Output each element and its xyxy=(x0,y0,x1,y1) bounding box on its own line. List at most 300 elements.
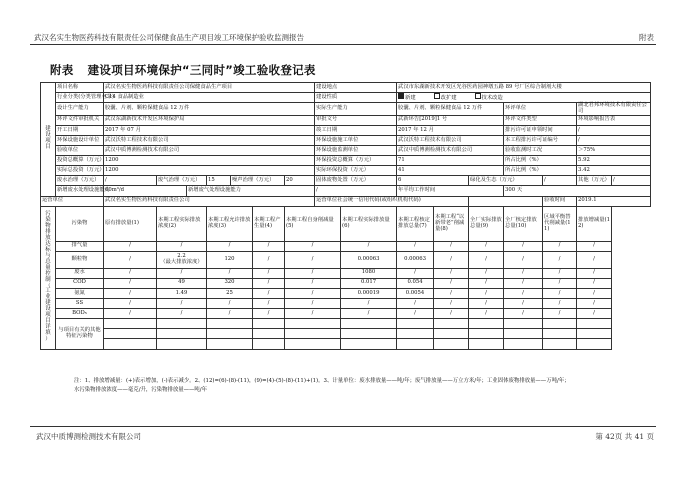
pollutant-value xyxy=(104,288,157,298)
side-label-char: 达 xyxy=(45,240,51,247)
pollutant-value xyxy=(543,268,577,278)
value-text: / xyxy=(228,269,231,276)
related-pollutant-cell xyxy=(469,319,504,329)
value-text: / xyxy=(129,255,131,262)
pollutant-name: 排气量 xyxy=(56,241,104,251)
value-text: / xyxy=(450,242,452,249)
pollutant-value xyxy=(397,309,434,319)
label-design-capacity: 设计生产能力 xyxy=(56,103,104,116)
value-text: / xyxy=(558,279,561,286)
checkbox-icon xyxy=(475,93,481,99)
pollutant-value xyxy=(341,251,397,268)
value-text: 320 xyxy=(224,279,235,286)
eia-unit: 湖北君邦环境技术有限责任公司 xyxy=(577,103,651,116)
pollutant-value xyxy=(469,299,504,309)
col-header: 本期工程允许排放浓度(3) xyxy=(207,206,253,241)
pollutant-value xyxy=(341,288,397,298)
pollutant-value xyxy=(577,251,612,268)
value-text: / xyxy=(129,309,131,316)
related-pollutant-cell xyxy=(543,319,577,329)
pollutant-value xyxy=(253,268,285,278)
pollutant-value xyxy=(577,268,612,278)
pollutant-value xyxy=(577,241,612,251)
pollutant-value xyxy=(104,268,157,278)
value-text: / xyxy=(558,269,561,276)
pollutant-value xyxy=(577,288,612,298)
page-number: 第 42页 共 41 页 xyxy=(595,432,654,441)
pollutant-value xyxy=(207,251,253,268)
acceptance-unit: 武汉中质博测检测技术有限公司 xyxy=(104,146,315,156)
related-pollutant-cell xyxy=(341,329,397,339)
col-header: 全厂核定排放总量(10) xyxy=(504,206,543,241)
value-text: / xyxy=(485,289,487,296)
pollutant-name: SS xyxy=(56,299,104,309)
label-wastewater-cost: 废水治理（万元） xyxy=(56,176,104,186)
pollutant-value xyxy=(543,299,577,309)
related-pollutant-cell xyxy=(104,329,157,339)
value-text: / xyxy=(485,269,487,276)
label-env-design: 环保设施设计单位 xyxy=(56,136,104,146)
footer-company: 武汉中质博测检测技术有限公司 xyxy=(36,432,141,441)
nature-option xyxy=(434,95,457,101)
related-pollutant-cell xyxy=(504,339,543,349)
pollutant-value xyxy=(577,309,612,319)
related-pollutant-cell xyxy=(469,339,504,349)
pollutant-value xyxy=(397,241,434,251)
pollutant-value xyxy=(253,299,285,309)
pollutant-value xyxy=(207,241,253,251)
pollutant-row xyxy=(41,251,651,268)
value-text: 0.00019 xyxy=(357,289,380,296)
pollutant-row xyxy=(41,299,651,309)
pollutant-name: 颗粒物 xyxy=(56,251,104,268)
pollutant-value xyxy=(434,251,469,268)
related-pollutant-cell xyxy=(504,329,543,339)
investment: 1200 xyxy=(104,156,315,166)
pollutant-value xyxy=(504,268,543,278)
pollutant-value xyxy=(434,268,469,278)
pollutant-value xyxy=(434,299,469,309)
col-header: 本期工程自身削减量(5) xyxy=(285,206,341,241)
monitor-unit: 武汉中质博测检测技术有限公司 xyxy=(397,146,504,156)
permit-time: / xyxy=(577,125,651,135)
value-text: / xyxy=(267,289,270,296)
pollutant-value xyxy=(253,241,285,251)
value-text: / xyxy=(311,269,314,276)
pollutant-value xyxy=(253,309,285,319)
pollutant-value xyxy=(434,241,469,251)
label-other-cost: 其他（万元） xyxy=(577,176,612,186)
pollutant-value xyxy=(434,288,469,298)
note-line: 水污染物排放浓度——毫克/升，污染物排放量——吨/年 xyxy=(74,387,208,393)
value-text: 0.017 xyxy=(360,279,377,286)
label-operator: 运营单位 xyxy=(41,196,104,206)
permit-number: / xyxy=(577,136,651,146)
label-complete-date: 竣工日期 xyxy=(315,125,397,135)
side-label-char: 目 xyxy=(45,144,51,151)
env-design-unit: 武汉沃特工程技术有限公司 xyxy=(104,136,315,146)
value-text: / xyxy=(180,269,183,276)
side-label-char: 建 xyxy=(45,126,51,133)
acceptance-time: 2019.1 xyxy=(577,196,651,206)
pollutant-value xyxy=(341,309,397,319)
pollutant-value xyxy=(104,278,157,288)
side-label-char: 染 xyxy=(45,217,51,224)
value-text: 0.00063 xyxy=(404,255,426,262)
approval-number: 武新环告[2019]1 号 xyxy=(397,115,504,125)
pollutant-value xyxy=(397,268,434,278)
label-hours: 年平均工作时间 xyxy=(397,186,504,196)
side-label-char: 标 xyxy=(45,246,51,253)
label-new-gas: 新增废气处理设施能力 xyxy=(187,186,315,196)
side-label-char: ） xyxy=(45,335,51,342)
value-text: / xyxy=(593,269,595,276)
pollutant-value xyxy=(577,278,612,288)
pollutant-value xyxy=(207,288,253,298)
value-text: / xyxy=(267,309,270,316)
pollutant-value xyxy=(253,288,285,298)
value-text: / xyxy=(228,309,231,316)
value-text: / xyxy=(558,299,561,306)
value-note: （最大排放浓度） xyxy=(160,258,203,265)
pollutant-value xyxy=(157,288,207,298)
value-text: / xyxy=(267,269,270,276)
side-label-char: 放 xyxy=(45,235,51,242)
col-header: 排放增减量(12) xyxy=(577,206,612,241)
pollutant-value xyxy=(207,309,253,319)
label-eia-type: 环评文件类型 xyxy=(504,115,577,125)
eia-approval-authority: 武汉东湖新技术开发区环境保护局 xyxy=(104,115,315,125)
value-text: / xyxy=(414,269,416,276)
pollutant-value xyxy=(341,241,397,251)
value-text: / xyxy=(593,299,595,306)
value-text: / xyxy=(367,242,370,249)
value-text: / xyxy=(129,289,131,296)
footer-divider xyxy=(30,426,656,427)
side-label-char: 物 xyxy=(45,223,51,230)
col-header: 本期工程实际排放浓度(2) xyxy=(157,206,207,241)
value-text: / xyxy=(522,279,524,286)
actual-capacity: 胶囊、片剂、颗粒保健食品 12 万件 xyxy=(397,103,504,116)
related-pollutant-cell xyxy=(157,319,207,329)
pollutant-row xyxy=(41,288,651,298)
value-text: / xyxy=(485,299,487,306)
related-pollutant-cell xyxy=(104,319,157,329)
label-permit-no: 本工程排污许可证编号 xyxy=(504,136,577,146)
related-pollutant-cell xyxy=(397,319,434,329)
side-label-char: 项 xyxy=(45,312,51,319)
related-pollutant-cell xyxy=(253,319,285,329)
label-gas-cost: 废气治理（万元） xyxy=(157,176,207,186)
nature-option xyxy=(398,95,416,101)
pollutant-value xyxy=(157,299,207,309)
design-capacity: 胶囊、片剂、颗粒保健食品 12 万件 xyxy=(104,103,315,116)
side-label-char: 业 xyxy=(45,294,51,301)
start-date: 2017 年 07 月 xyxy=(104,125,315,135)
value-text: / xyxy=(228,242,231,249)
eia-type: 环境影响报告表 xyxy=(577,115,651,125)
related-pollutant-cell xyxy=(434,339,469,349)
related-pollutant-cell xyxy=(577,329,612,339)
pollutant-value xyxy=(434,309,469,319)
wastewater-cost: / xyxy=(104,176,157,186)
value-text: / xyxy=(267,242,270,249)
pollutant-value xyxy=(504,309,543,319)
side-label-char: （ xyxy=(45,282,51,289)
table-notes xyxy=(74,377,649,395)
pollutant-value xyxy=(469,268,504,278)
env-investment: 71 xyxy=(397,156,504,166)
value-text: / xyxy=(593,309,595,316)
side-label-char: 制 xyxy=(45,276,51,283)
pollutant-value xyxy=(397,299,434,309)
side-label-char: 与 xyxy=(45,252,51,259)
pollutant-value xyxy=(434,278,469,288)
pollutant-value xyxy=(577,299,612,309)
related-pollutant-cell xyxy=(253,339,285,349)
value-text: / xyxy=(450,269,452,276)
related-pollutant-cell xyxy=(504,319,543,329)
label-start-date: 开工日期 xyxy=(56,125,104,135)
pollutant-value xyxy=(543,278,577,288)
value-text: / xyxy=(450,289,452,296)
col-header: 本期工程实际排放量(6) xyxy=(341,206,397,241)
value-text: / xyxy=(558,309,561,316)
value-text: 49 xyxy=(178,279,185,286)
ratio-2: 3.42 xyxy=(577,166,651,176)
value-text: / xyxy=(311,279,314,286)
value-text: / xyxy=(129,299,131,306)
label-investment: 投资总概算（万元） xyxy=(56,156,104,166)
value-text: 1.49 xyxy=(175,289,188,296)
side-label-char: 排 xyxy=(45,229,51,236)
pollutant-value xyxy=(285,309,341,319)
value-text: / xyxy=(522,299,524,306)
value-text: / xyxy=(558,255,561,262)
pollutant-value xyxy=(504,299,543,309)
pollutant-value xyxy=(104,241,157,251)
construction-side-label xyxy=(41,83,56,197)
related-pollutant-cell xyxy=(434,329,469,339)
pollutant-value xyxy=(253,251,285,268)
pollutant-name: 废水 xyxy=(56,268,104,278)
pollutant-value xyxy=(543,251,577,268)
env-builder-unit: 武汉沃特工程技术有限公司 xyxy=(397,136,504,146)
label-project-name: 项目名称 xyxy=(56,83,104,93)
pollutant-value xyxy=(157,309,207,319)
label-ratio-2: 所占比例（%） xyxy=(504,166,577,176)
value-text: / xyxy=(558,242,561,249)
label-location: 建设地点 xyxy=(315,83,397,93)
value-text: / xyxy=(593,279,595,286)
title-main: 建设项目环境保护“三同时”竣工验收登记表 xyxy=(87,63,316,77)
label-industry: 行业分类(分类管理名录) xyxy=(56,93,104,103)
related-pollutant-cell xyxy=(577,339,612,349)
pollutant-value xyxy=(253,278,285,288)
related-pollutant-label: 与项目有关的其他特征污染物 xyxy=(56,319,104,349)
pollutant-value xyxy=(157,251,207,268)
nature-option-label: 改扩建 xyxy=(440,94,457,101)
pollutant-row xyxy=(41,309,651,319)
label-new-ww: 新增废水处理设施能力 xyxy=(56,186,104,196)
pollutant-value xyxy=(469,241,504,251)
value-text: / xyxy=(485,279,487,286)
value-text: / xyxy=(311,255,314,262)
side-label-char: 目 xyxy=(45,318,51,325)
pollutant-value xyxy=(285,288,341,298)
working-condition: ＞75% xyxy=(577,146,651,156)
value-text: / xyxy=(129,242,131,249)
checkbox-icon xyxy=(434,93,440,99)
value-text: / xyxy=(367,309,370,316)
related-pollutant-cell xyxy=(543,339,577,349)
related-pollutant-cell xyxy=(157,329,207,339)
value-text: / xyxy=(450,309,452,316)
value-text: 0.0054 xyxy=(405,289,425,296)
label-env-builder: 环保设施施工单位 xyxy=(315,136,397,146)
related-pollutant-cell xyxy=(577,319,612,329)
value-text: / xyxy=(367,299,370,306)
solid-cost: 6 xyxy=(397,176,469,186)
value-text: / xyxy=(522,255,524,262)
label-green-cost: 绿化及生态（万元） xyxy=(469,176,543,186)
label-actual-capacity: 实际生产能力 xyxy=(315,103,397,116)
related-pollutant-cell xyxy=(434,319,469,329)
related-pollutant-row xyxy=(41,319,651,329)
value-text: / xyxy=(450,279,452,286)
pollutant-value xyxy=(504,251,543,268)
pollutant-value xyxy=(341,268,397,278)
pollutant-row xyxy=(41,268,651,278)
pollutant-value xyxy=(469,309,504,319)
related-pollutant-cell xyxy=(543,329,577,339)
nature-option-label: 技术改造 xyxy=(481,94,503,101)
related-pollutant-cell xyxy=(207,329,253,339)
pollutant-value xyxy=(469,278,504,288)
side-label-char: 建 xyxy=(45,300,51,307)
pollutant-value xyxy=(341,299,397,309)
pollutant-value xyxy=(504,278,543,288)
pollutant-value xyxy=(543,241,577,251)
value-text: / xyxy=(450,255,452,262)
pollutant-value xyxy=(207,278,253,288)
value-text: 120 xyxy=(224,255,235,262)
pollutant-value xyxy=(469,288,504,298)
pollutant-value xyxy=(285,299,341,309)
value-text: / xyxy=(414,299,416,306)
value-text: / xyxy=(267,279,270,286)
page-title xyxy=(50,62,330,78)
side-label-char: 设 xyxy=(45,132,51,139)
value-text: 25 xyxy=(226,289,233,296)
gas-cost: 15 xyxy=(207,176,231,186)
nature-option-label: 新建 xyxy=(405,94,416,101)
value-text: / xyxy=(522,309,524,316)
col-header: 本期工程产生量(4) xyxy=(253,206,285,241)
related-pollutant-row xyxy=(41,329,651,339)
pollutant-value xyxy=(285,278,341,288)
col-header: 本期工程“以新带老”削减量(8) xyxy=(434,206,469,241)
related-pollutant-cell xyxy=(397,329,434,339)
value-text: 2.2 xyxy=(177,252,186,259)
value-text: / xyxy=(450,299,452,306)
side-label-char: 量 xyxy=(45,264,51,271)
related-pollutant-cell xyxy=(285,329,341,339)
label-env-investment: 环保投资总概算（万元） xyxy=(315,156,397,166)
side-label-char: 污 xyxy=(45,211,51,218)
related-pollutant-cell xyxy=(285,339,341,349)
side-label-char: 设 xyxy=(45,306,51,313)
pollutant-name: BOD₅ xyxy=(56,309,104,319)
label-approval-no: 审批文号 xyxy=(315,115,397,125)
value-text: / xyxy=(228,299,231,306)
value-text: / xyxy=(522,269,524,276)
value-text: / xyxy=(485,309,487,316)
label-acceptance-time: 验收时间 xyxy=(543,196,577,206)
pollutant-value xyxy=(285,241,341,251)
actual-env-investment: 41 xyxy=(397,166,504,176)
related-pollutant-cell xyxy=(469,329,504,339)
project-location: 武汉市东湖新技术开发区光谷医药园神墩五路 89 号厂区综合制剂大楼 xyxy=(397,83,651,93)
value-text: / xyxy=(593,242,595,249)
value-text: / xyxy=(522,242,524,249)
pollutant-value xyxy=(104,309,157,319)
label-actual-investment: 实际总投资（万元） xyxy=(56,166,104,176)
pollutant-value xyxy=(397,251,434,268)
value-text: / xyxy=(311,242,314,249)
pollutant-value xyxy=(104,251,157,268)
checkbox-icon xyxy=(398,93,404,99)
header-divider xyxy=(30,44,656,45)
pollutant-value xyxy=(543,309,577,319)
pollutant-value xyxy=(157,268,207,278)
related-pollutant-cell xyxy=(253,329,285,339)
value-text: / xyxy=(180,299,183,306)
value-text: 1080 xyxy=(361,269,376,276)
related-pollutant-cell xyxy=(157,339,207,349)
col-header: 区域平衡替代削减量(11) xyxy=(543,206,577,241)
work-hours: 300 天 xyxy=(504,186,651,196)
value-text: / xyxy=(311,309,314,316)
value-text: / xyxy=(414,309,416,316)
side-label-char: 详 xyxy=(45,324,51,331)
pollutant-value xyxy=(285,251,341,268)
related-pollutant-cell xyxy=(397,339,434,349)
label-credit-code: 运营单位社会统一信用代码(或组织机构代码) xyxy=(315,196,469,206)
value-text: / xyxy=(180,309,183,316)
pollutant-value xyxy=(285,268,341,278)
pollutant-row xyxy=(41,278,651,288)
related-pollutant-cell xyxy=(285,319,341,329)
label-ratio-1: 所占比例（%） xyxy=(504,156,577,166)
credit-code xyxy=(469,196,543,206)
noise-cost: 20 xyxy=(285,176,315,186)
value-text: / xyxy=(485,242,487,249)
pollutant-value xyxy=(469,251,504,268)
related-pollutant-cell xyxy=(104,339,157,349)
label-eia-unit: 环评单位 xyxy=(504,103,577,116)
side-label-char: 工 xyxy=(45,288,51,295)
pollutant-value xyxy=(207,299,253,309)
operator: 武汉名实生物医药科技有限责任公司 xyxy=(104,196,315,206)
title-prefix: 附表 xyxy=(50,63,74,77)
label-condition: 验收监测时工况 xyxy=(504,146,577,156)
complete-date: 2017 年 12 月 xyxy=(397,125,504,135)
value-text: / xyxy=(180,242,183,249)
pollutant-value xyxy=(543,288,577,298)
running-header-section: 附表 xyxy=(639,33,654,42)
col-header: 原有排放量(1) xyxy=(104,206,157,241)
